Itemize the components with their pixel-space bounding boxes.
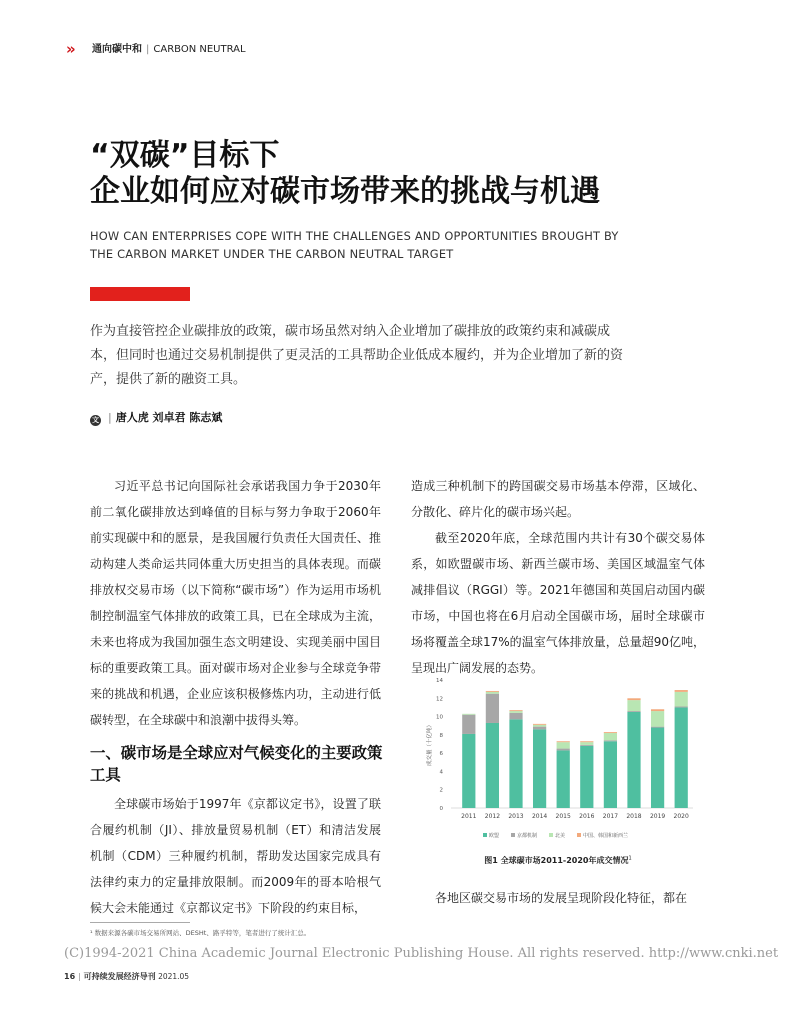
copyright-watermark: (C)1994-2021 China Academic Journal Electronic Publishing House. All rights reserved. http://www.cnki.net — [64, 946, 779, 961]
bar-segment — [651, 727, 664, 728]
article-title-line1: “双碳”目标下 — [90, 138, 280, 173]
legend-swatch — [549, 833, 553, 837]
body-column-right — [411, 473, 705, 681]
x-tick-label: 2019 — [649, 813, 666, 820]
bar-segment — [604, 732, 617, 733]
bar-segment — [462, 734, 475, 808]
bar-segment — [557, 741, 570, 742]
bar-segment — [651, 709, 664, 711]
bar-segment — [651, 728, 664, 808]
body-paragraph: 全球碳市场始于1997年《京都议定书》，设置了联合履约机制（JI）、排放量贸易机制（ET）和清洁发展机制（CDM）三种履约机制，帮助发达国家完成具有法律约束力的定量排放限制。而2009年的哥本哈根气候大会未能通过《京都议定书》下阶段的约束目标， — [90, 797, 381, 915]
bar-segment — [627, 700, 640, 711]
bar-segment — [627, 698, 640, 700]
bar-segment — [580, 741, 593, 742]
x-tick-label: 2011 — [461, 813, 477, 820]
article-abstract: 作为直接管控企业碳排放的政策，碳市场虽然对纳入企业增加了碳排放的政策约束和减碳成本，但同时也通过交易机制提供了更灵活的工具帮助企业低成本履约，并为企业增加了新的资产，提供了新的融资工具。 — [90, 324, 624, 387]
legend-label: 欧盟 — [489, 833, 500, 839]
bar-segment — [533, 729, 546, 808]
legend-swatch — [483, 833, 487, 837]
figure-caption — [411, 855, 705, 866]
bar-segment — [580, 742, 593, 745]
author-divider: | — [108, 411, 112, 424]
body-paragraph: 截至2020年底，全球范围内共计有30个碳交易体系，如欧盟碳市场、新西兰碳市场、美国区域温室气体减排倡议（RGGI）等。2021年德国和英国启动国内碳市场，中国也将在6月启动全国碳市场，届时全球碳市场将覆盖全球17%的温室气体排放量，总量超90亿吨，呈现出广阔发展的态势。 — [411, 531, 705, 675]
y-tick-label: 2 — [439, 787, 443, 794]
x-tick-label: 2014 — [531, 813, 548, 820]
bar-segment — [604, 733, 617, 740]
body-column-left-lower — [90, 791, 381, 921]
article-title — [90, 138, 690, 210]
y-tick-label: 4 — [439, 769, 443, 776]
legend-label: 北美 — [555, 833, 566, 839]
y-tick-label: 8 — [439, 732, 443, 739]
author-names: 唐人虎 刘卓君 陈志斌 — [115, 411, 223, 424]
double-chevron-icon: » — [66, 40, 72, 58]
body-paragraph: 习近平总书记向国际社会承诺我国力争于2030年前二氧化碳排放达到峰值的目标与努力争取于2060年前实现碳中和的愿景，是我国履行负责任大国责任、推动构建人类命运共同体重大历史担当的具体表现。而碳排放权交易市场（以下简称“碳市场”）作为运用市场机制控制温室气体排放的政策工具，已在全球成为主流，未来也将成为我国加强生态文明建设、实现美丽中国目标的重要政策工具。面对碳市场对企业参与全球竞争带来的挑战和机遇，企业应该积极修炼内功，主动进行低碳转型，在全球碳中和浪潮中拔得头筹。 — [90, 479, 381, 727]
x-tick-label: 2020 — [673, 813, 689, 820]
legend-swatch — [511, 833, 515, 837]
header-divider: | — [146, 44, 150, 55]
bar-segment — [604, 741, 617, 808]
body-paragraph: 各地区碳交易市场的发展呈现阶段化特征，都在 — [435, 891, 688, 905]
bar-segment — [557, 749, 570, 751]
journal-issue: 2021.05 — [158, 972, 190, 981]
y-axis-label: 成交量（十亿吨） — [427, 721, 433, 767]
bar-segment — [580, 745, 593, 746]
bar-segment — [675, 692, 688, 707]
x-tick-label: 2017 — [602, 813, 619, 820]
bar-segment — [462, 715, 475, 734]
legend-label: 中国、韩国和新西兰 — [583, 833, 629, 839]
figure-caption-footnote-mark: 1 — [628, 855, 632, 862]
article-title-line2: 企业如何应对碳市场带来的挑战与机遇 — [90, 174, 600, 209]
author-icon: 文 — [92, 416, 99, 424]
page-footer — [64, 971, 189, 982]
bar-segment — [675, 690, 688, 692]
bar-segment — [675, 707, 688, 708]
bar-segment — [533, 725, 546, 727]
x-tick-label: 2013 — [508, 813, 524, 820]
footnote: ¹ 数据来源各碳市场交易所网站、DESHt、路孚特等，笔者进行了统计汇总。 — [90, 929, 311, 937]
bar-segment — [462, 714, 475, 715]
bar-segment — [627, 711, 640, 712]
section-heading: 一、碳市场是全球应对气候变化的主要政策工具 — [90, 744, 383, 784]
journal-name: 可持续发展经济导刊 — [83, 972, 156, 981]
bar-segment — [557, 742, 570, 748]
legend-swatch — [577, 833, 581, 837]
bar-segment — [557, 750, 570, 808]
bar-segment — [604, 740, 617, 741]
y-tick-label: 12 — [436, 696, 443, 703]
legend-label: 京都机制 — [517, 833, 538, 839]
bar-segment — [580, 746, 593, 808]
y-tick-label: 6 — [439, 751, 443, 758]
y-tick-label: 0 — [439, 806, 443, 812]
bar-segment — [486, 723, 499, 808]
accent-bar — [90, 287, 190, 301]
body-paragraph: 造成三种机制下的跨国碳交易市场基本停滞，区域化、分散化、碎片化的碳市场兴起。 — [411, 479, 705, 519]
x-tick-label: 2015 — [555, 813, 571, 820]
bar-segment — [533, 724, 546, 725]
article-subtitle-line2: THE CARBON MARKET UNDER THE CARBON NEUTRAL TARGET — [90, 247, 454, 261]
page-number: 16 — [64, 972, 76, 981]
article-subtitle-line1: HOW CAN ENTERPRISES COPE WITH THE CHALLENGES AND OPPORTUNITIES BROUGHT BY — [90, 229, 619, 243]
y-tick-label: 10 — [436, 714, 443, 721]
body-column-left — [90, 473, 381, 733]
bar-segment — [509, 719, 522, 808]
bar-segment — [486, 691, 499, 692]
author-line — [90, 410, 222, 426]
bar-segment — [627, 712, 640, 808]
bar-segment — [533, 727, 546, 730]
footnote-rule — [90, 922, 190, 923]
bar-segment — [509, 711, 522, 713]
bar-segment — [675, 707, 688, 808]
article-subtitle — [90, 227, 690, 263]
x-tick-label: 2012 — [484, 813, 501, 820]
trading-volume-chart — [411, 668, 705, 853]
bar-segment — [509, 713, 522, 719]
bar-segment — [486, 692, 499, 694]
bar-segment — [486, 694, 499, 723]
x-tick-label: 2016 — [579, 813, 595, 820]
section-title-cn: 通向碳中和 — [92, 44, 142, 55]
section-header — [92, 42, 246, 58]
section-title-en: CARBON NEUTRAL — [153, 44, 246, 55]
bar-segment — [651, 711, 664, 727]
x-tick-label: 2018 — [626, 813, 642, 820]
footer-divider: | — [78, 972, 81, 981]
bar-segment — [509, 710, 522, 711]
figure-caption-text: 图1 全球碳市场2011-2020年成交情况 — [484, 856, 629, 865]
y-tick-label: 14 — [436, 678, 443, 684]
